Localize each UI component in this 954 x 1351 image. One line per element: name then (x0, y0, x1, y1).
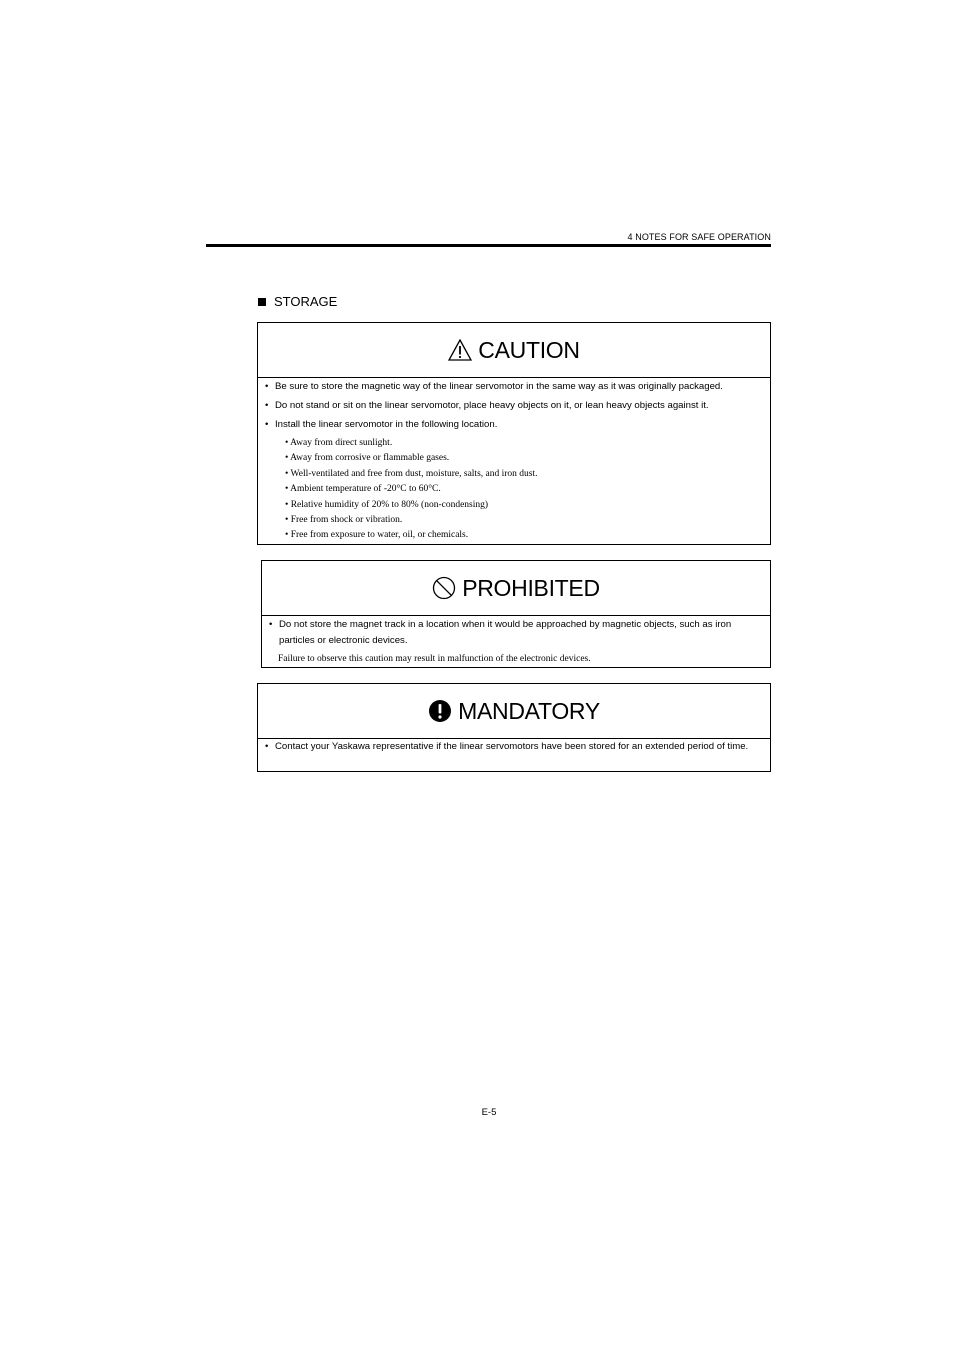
section-title: STORAGE (274, 294, 338, 309)
condition-item: • Well-ventilated and free from dust, moisture, salts, and iron dust. (285, 468, 538, 479)
section-heading (258, 294, 337, 309)
exclamation-circle-icon (428, 699, 452, 723)
prohibited-title: PROHIBITED (462, 574, 600, 601)
caution-body (258, 379, 770, 544)
caution-title: CAUTION (478, 336, 580, 363)
caution-header (258, 323, 770, 378)
condition-item: • Ambient temperature of -20°C to 60°C. (285, 484, 441, 495)
mandatory-title: MANDATORY (458, 697, 600, 724)
prohibited-note: Failure to observe this caution may result in malfunction of the electronic devices. (278, 654, 591, 664)
list-item: • Install the linear servomotor in the following location. (265, 419, 498, 430)
prohibited-circle-icon (432, 576, 456, 600)
prohibited-box (261, 560, 771, 668)
list-item: • Do not stand or sit on the linear servomotor, place heavy objects on it, or lean heavy objects against it. (265, 400, 709, 411)
page-number: E-5 (481, 1107, 497, 1118)
condition-item: • Away from direct sunlight. (285, 438, 393, 448)
caution-box (257, 322, 771, 545)
prohibited-body (262, 616, 770, 667)
list-item: • Contact your Yaskawa representative if the linear servomotors have been stored for an extended period of time. (265, 741, 749, 752)
mandatory-header (258, 684, 770, 739)
list-item: • Be sure to store the magnetic way of the linear servomotor in the same way as it was originally packaged. (265, 381, 723, 392)
warning-triangle-icon (448, 339, 472, 361)
mandatory-box (257, 683, 771, 772)
condition-item: • Free from exposure to water, oil, or chemicals. (285, 530, 469, 541)
square-bullet-icon (258, 298, 266, 306)
condition-item: • Free from shock or vibration. (285, 515, 403, 526)
prohibited-header (262, 561, 770, 616)
condition-item: • Relative humidity of 20% to 80% (non-condensing) (285, 499, 489, 510)
condition-item: • Away from corrosive or flammable gases. (285, 453, 450, 464)
mandatory-body (258, 739, 770, 755)
header-rule (206, 244, 771, 247)
location-conditions (265, 436, 762, 544)
running-header: 4 NOTES FOR SAFE OPERATION (627, 232, 771, 242)
list-item: • Do not store the magnet track in a location when it would be approached by magnetic objects, such as iron particles or electronic devices. (269, 619, 732, 646)
